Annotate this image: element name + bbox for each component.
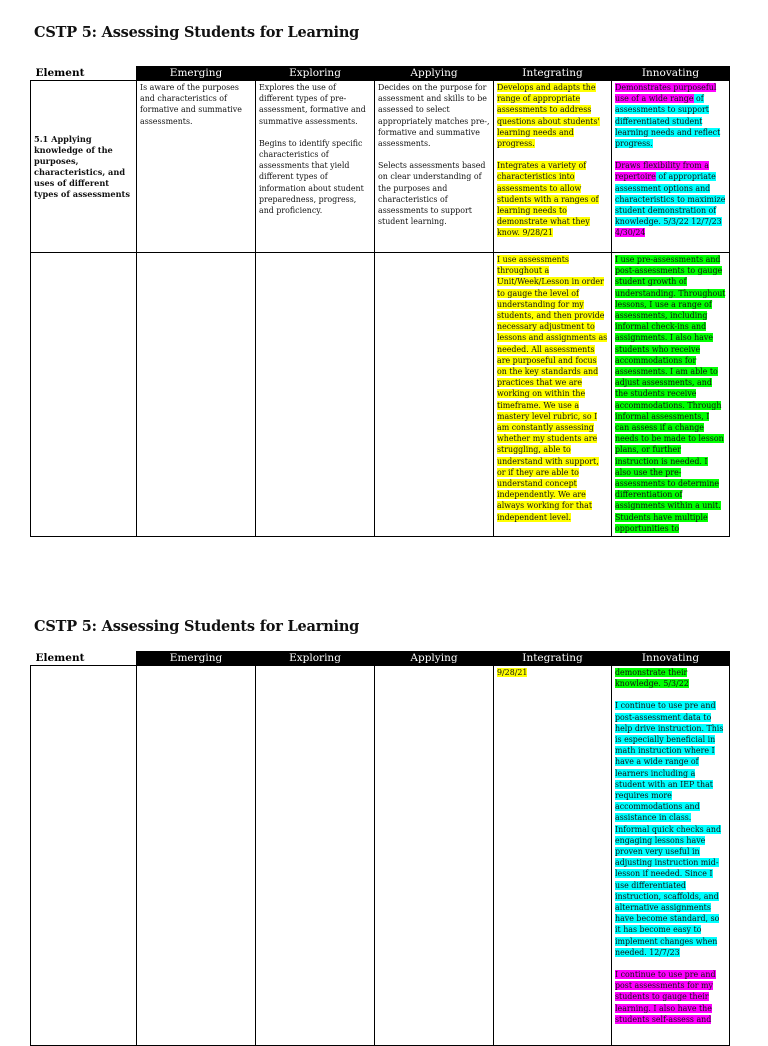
integrating-highlight: Develops and adapts the range of appropriate assessments to address questions about students' learning needs and progress. — [497, 83, 600, 149]
emerging-cell — [137, 81, 256, 253]
emerging-text: Is aware of the purposes and characteristics of formative and summative assessments. — [140, 83, 242, 126]
exploring-header: Exploring — [256, 67, 375, 81]
integrating-header: Integrating — [494, 652, 612, 666]
reflection-exploring-cell — [256, 253, 375, 537]
element-header: Element — [31, 652, 137, 666]
innovating-highlight-cyan: of assessments to support differentiated student learning needs and reflect progress. — [615, 94, 721, 149]
applying-cell — [375, 81, 494, 253]
emerging-header: Emerging — [137, 67, 256, 81]
reflection-emerging-cell — [137, 253, 256, 537]
integrating-highlight: 9/28/21 — [497, 668, 528, 677]
emerging-cell — [137, 666, 256, 1046]
exploring-cell — [256, 81, 375, 253]
innovating-highlight-magenta: Draws flexibility from a repertoire — [615, 161, 709, 182]
innovating-header: Innovating — [612, 652, 730, 666]
innovating-highlight-green: demonstrate their knowledge. 5/3/22 — [615, 668, 689, 689]
reflection-integrating-text: I use assessments throughout a Unit/Week/Lesson in order to gauge the level of understanding for my students, and then provide necessary adjustment to lessons and assignments as needed. All assessments are purposeful and focus on the key standards and practices that we are working on within the timeframe. We use a mastery level rubric, so I am constantly assessing whether my students are struggling, able to understand with support, or if they are able to understand concept independently. We are always working for that independent level. — [497, 255, 608, 522]
innovating-highlight-magenta: Demonstrates purposeful use of a wide range — [615, 83, 717, 104]
reflection-applying-cell — [375, 253, 494, 537]
element-cell — [31, 666, 137, 1046]
reflection-element-cell — [31, 253, 137, 537]
rubric-table — [30, 66, 730, 537]
integrating-cell — [494, 81, 612, 253]
exploring-header: Exploring — [256, 652, 375, 666]
innovating-highlight-cyan: I continue to use pre and post-assessment data to help drive instruction. This is especially beneficial in math instruction where I have a wide range of learners including a student with an IEP that requires more accommodations and assistance in class. Informal quick checks and engaging lessons have proven very useful in adjusting instruction mid-lesson if needed. Since I use differentiated instruction, scaffolds, and alternative assignments have become standard, so it has become easy to implement changes when needed. 12/7/23 — [615, 701, 724, 957]
exploring-text: Begins to identify specific characteristics of assessments that yield different types of information about student preparedness, progress, and proficiency. — [259, 138, 364, 216]
rubric-table-continued — [30, 651, 730, 1046]
integrating-highlight: Integrates a variety of characteristics into assessments to allow students with a ranges of learning needs to demonstrate what they know. 9/28/21 — [497, 161, 599, 238]
innovating-highlight-magenta: 4/30/24 — [615, 228, 646, 238]
exploring-cell — [256, 666, 375, 1046]
innovating-highlight-magenta: I continue to use pre and post assessments for my students to gauge their learning. I also have the students self-assess and — [615, 970, 716, 1024]
exploring-text: Explores the use of different types of pre-assessment, formative and summative assessments. — [259, 83, 366, 126]
innovating-highlight-cyan: of appropriate assessment options and characteristics to maximize student demonstration of knowledge. 5/3/22 12/7/23 — [615, 172, 726, 227]
element-label: 5.1 Applying knowledge of the purposes, characteristics, and uses of different types of assessments — [34, 134, 130, 199]
integrating-cell — [494, 666, 612, 1046]
innovating-cell — [612, 666, 730, 1046]
applying-header: Applying — [375, 652, 494, 666]
reflection-innovating-text: I use pre-assessments and post-assessments to gauge student growth of understanding. Throughout lessons, I use a range of assessments, including informal check-ins and assignments. I also have students who receive accommodations for assessments. I am able to adjust assessments, and the students receive accommodations. Through informal assessments, I can assess if a change needs to be made to lesson plans, or further instruction is needed. I also use the pre-assessments to determine differentiation of assignments within a unit. Students have multiple opportunities to — [615, 255, 726, 533]
page-title: CSTP 5: Assessing Students for Learning — [34, 24, 360, 41]
integrating-header: Integrating — [494, 67, 612, 81]
applying-cell — [375, 666, 494, 1046]
applying-header: Applying — [375, 67, 494, 81]
reflection-innovating-cell — [612, 253, 730, 537]
innovating-cell — [612, 81, 730, 253]
applying-text: Selects assessments based on clear understanding of the purposes and characteristics of assessments to support student learning. — [378, 161, 486, 227]
applying-text: Decides on the purpose for assessment and skills to be assessed to select appropriately matches pre-, formative and summative assessments. — [378, 83, 490, 149]
element-cell — [31, 81, 137, 253]
innovating-header: Innovating — [612, 67, 730, 81]
reflection-integrating-cell — [494, 253, 612, 537]
page-title: CSTP 5: Assessing Students for Learning — [34, 618, 360, 635]
element-header: Element — [31, 67, 137, 81]
emerging-header: Emerging — [137, 652, 256, 666]
